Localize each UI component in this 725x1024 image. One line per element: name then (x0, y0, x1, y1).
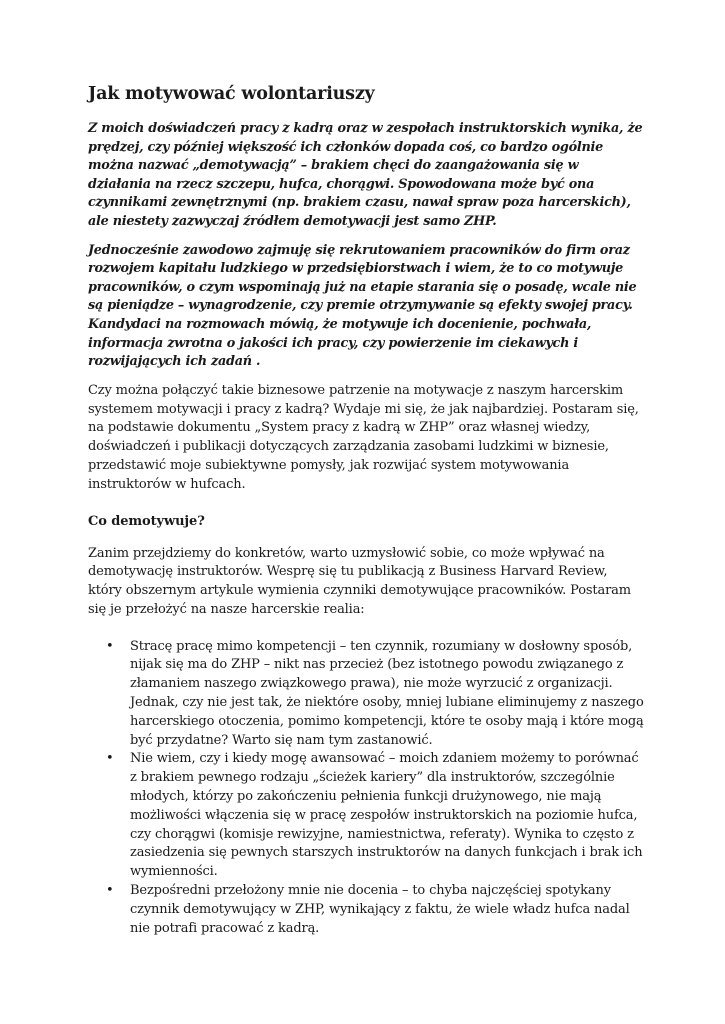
list-item-text: Nie wiem, czy i kiedy mogę awansować – moich zdaniem możemy to porównać z brakiem pewnego rodzaju „ścieżek kariery” dla instruktorów, szczególnie młodych, którzy po zakończeniu pełnienia funkcji drużynowego, nie mają możliwości włączenia się w pracę zespołów instruktorskich na poziomie hufca, czy chorągwi (komisje rewizyjne, namiestnictwa, referaty). Wynika to często z zasiedzenia się pewnych starszych instruktorów na danych funkcjach i brak ich wymienności. (130, 751, 643, 880)
list-item (88, 638, 644, 751)
bullet-icon: • (106, 883, 114, 899)
demotivators-list (88, 638, 644, 939)
section-heading: Co demotywuje? (88, 513, 205, 529)
list-item (88, 882, 644, 938)
lead-paragraph-2: Jednocześnie zawodowo zajmuję się rekrutowaniem pracowników do firm oraz rozwojem kapitału ludzkiego w przedsiębiorstwach i wiem, że to co motywuje pracowników, o czym wspominają już na etapie starania się o posadę, wcale nie są pieniądze – wynagrodzenie, czy premie otrzymywanie są efekty swojej pracy. Kandydaci na rozmowach mówią, że motywuje ich docenienie, pochwała, informacja zwrotna o jakości ich pracy, czy powierzenie im ciekawych i rozwijających ich zadań . (88, 242, 637, 370)
list-item-text: Bezpośredni przełożony mnie nie docenia – to chyba najczęściej spotykany czynnik demotywujący w ZHP, wynikający z faktu, że wiele władz hufca nadal nie potrafi pracować z kadrą. (130, 883, 630, 936)
document-title: Jak motywować wolontariuszy (88, 84, 375, 104)
list-item-text: Stracę pracę mimo kompetencji – ten czynnik, rozumiany w dosłowny sposób, nijak się ma do ZHP – nikt nas przecież (bez istotnego powodu związanego z złamaniem naszego związkowego prawa), nie może wyrzucić z organizacji. Jednak, czy nie jest tak, że niektóre osoby, mniej lubiane eliminujemy z naszego harcerskiego otoczenia, pomimo kompetencji, które te osoby mają i które mogą być przydatne? Warto się nam tym zastanowić. (130, 638, 644, 748)
lead-paragraph-1: Z moich doświadczeń pracy z kadrą oraz w zespołach instruktorskich wynika, że prędzej, czy później większość ich członków dopada coś, co bardzo ogólnie można nazwać „demotywacją” – brakiem chęci do zaangażowania się w działania na rzecz szczepu, hufca, chorągwi. Spowodowana może być ona czynnikami zewnętrznymi (np. brakiem czasu, nawał spraw poza harcerskich), ale niestety zazwyczaj źródłem demotywacji jest samo ZHP. (88, 121, 643, 229)
bullet-icon: • (106, 751, 114, 767)
document-page (88, 82, 644, 938)
section-paragraph: Zanim przejdziemy do konkretów, warto uzmysłowić sobie, co może wpływać na demotywację instruktorów. Wesprę się tu publikacją z Business Harvard Review, który obszernym artykule wymienia czynniki demotywujące pracowników. Postaram się je przełożyć na nasze harcerskie realia: (88, 545, 631, 617)
bullet-icon: • (106, 638, 114, 654)
intro-paragraph: Czy można połączyć takie biznesowe patrzenie na motywacje z naszym harcerskim systemem motywacji i pracy z kadrą? Wydaje mi się, że jak najbardziej. Postaram się, na podstawie dokumentu „System pracy z kadrą w ZHP” oraz własnej wiedzy, doświadczeń i publikacji dotyczących zarządzania zasobami ludzkimi w biznesie, przedstawić moje subiektywne pomysły, jak rozwijać system motywowania instruktorów w hufcach. (88, 382, 639, 492)
list-item (88, 750, 644, 882)
